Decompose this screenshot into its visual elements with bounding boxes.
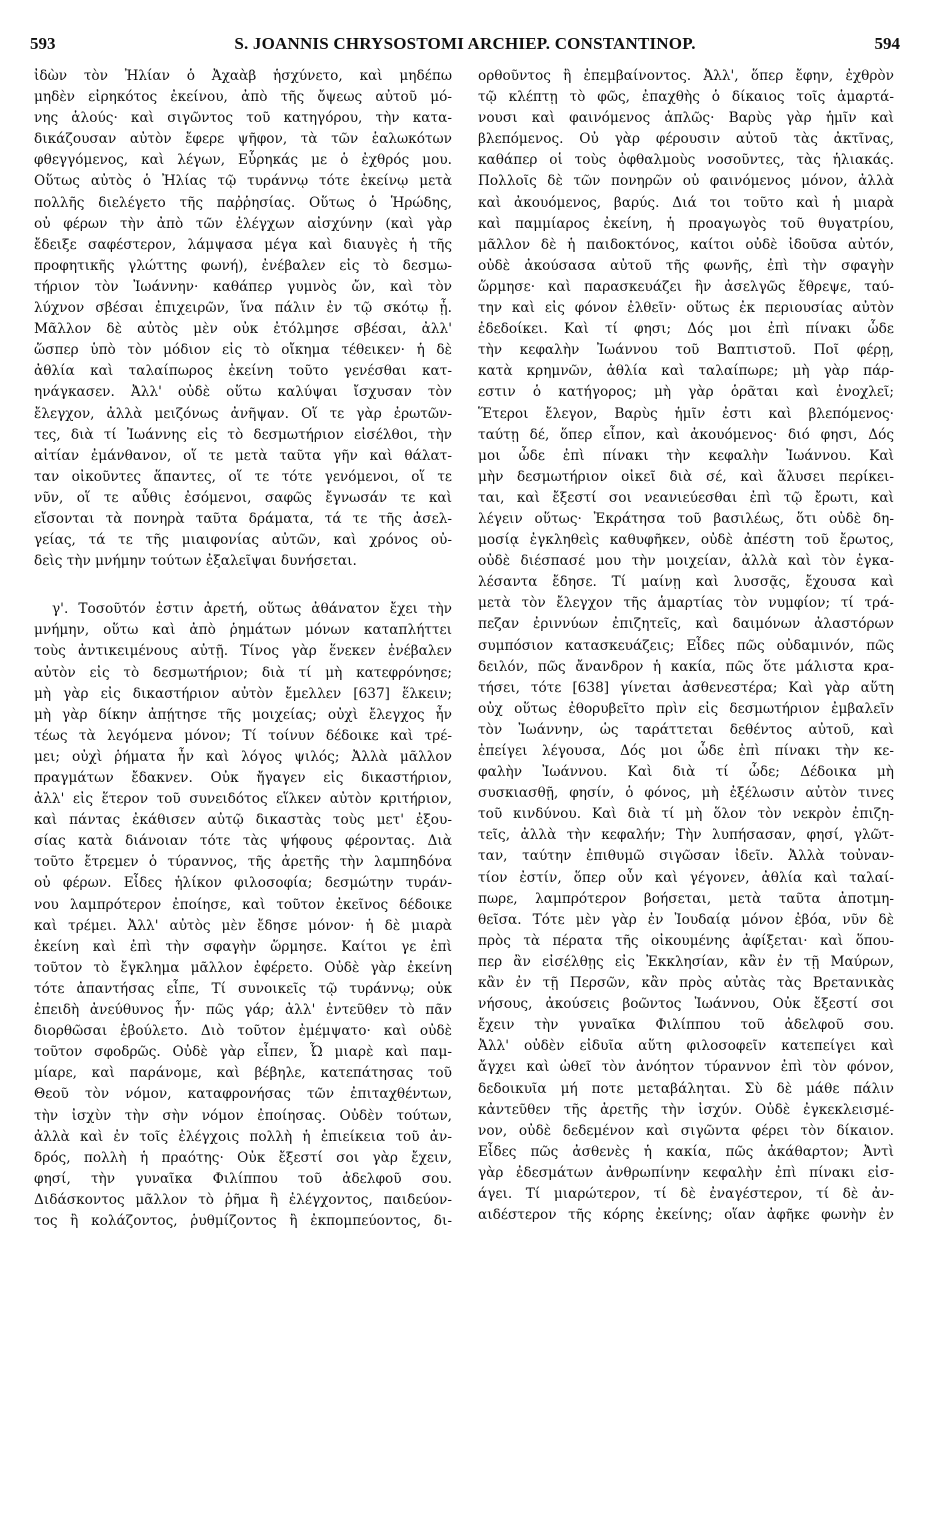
text-line: μίαρε, καὶ παράνομε, καὶ βέβηλε, κατεπάτησας τοῦ [34, 1065, 452, 1082]
text-line: ἀθλία καὶ ταλαίπωρος ἐκείνη τοῦτο γενέσθαι κατ- [34, 363, 452, 380]
page-header [30, 34, 900, 56]
text-line: διορθῶσαι ἐβούλετο. Διὸ τοῦτον ἐμέμψατο· καὶ οὐδὲ [34, 1023, 452, 1040]
text-line: δρός, πολλὴ ἡ πραότης· Οὐκ ἔξεστί σοι γὰρ ἔχειν, [34, 1149, 452, 1166]
text-line: καθάπερ οἱ τοὺς ὀφθαλμοὺς νοσοῦντες, τὰς ἡλιακάς. [478, 152, 894, 169]
text-line: άγει. Τί μιαρώτερον, τί δὲ ἐναγέστερον, τί δὲ ἀν- [478, 1185, 894, 1202]
text-line: Μᾶλλον δὲ αὐτὸς μὲν οὐκ ἐτόλμησε σβέσαι, ἀλλ' [34, 321, 452, 338]
text-line: νης ἁλούς· καὶ σιγῶντος τοῦ κατηγόρου, τὴν κατα- [34, 110, 452, 127]
text-line: κἂν ἐν τῇ Περσῶν, κἂν πρὸς αὐτὰς τὰς Βρετανικὰς [478, 975, 894, 992]
text-line: νουσι καὶ φαινόμενος ἁπλῶς· Βαρὺς γὰρ ἡμῖν καὶ [478, 110, 894, 127]
text-line: μοσίᾳ ἐγκληθεὶς καθυφῆκεν, οὐδὲ ἀπέστη τοῦ ἔρωτος, [478, 532, 894, 549]
paragraph-gap [34, 572, 452, 599]
text-line: πολλῆς διελέγετο τῆς παῤῥησίας. Οὕτως ὁ Ἡρώδης, [34, 194, 452, 211]
text-line: οὐ φέρων τὴν ἀπὸ τῶν ἐλέγχων αἰσχύνην (καὶ γὰρ [34, 215, 452, 232]
text-line: φαλὴν Ἰωάννου. Καὶ διὰ τί ὧδε; Δέδοικα μὴ [478, 764, 894, 781]
text-line: σίας κατὰ διάνοιαν τότε τὰς ψήφους φέροντας. Διὰ [34, 833, 452, 850]
text-line: τεῖς, ἀλλὰ τὴν κεφαλήν; Τὴν λυπήσασαν, φησί, γλῶτ- [478, 827, 894, 844]
text-line: τῷ κλέπτῃ τὸ φῶς, ἐπαχθὴς ὁ δίκαιος τοῖς ἁμαρτά- [478, 89, 894, 106]
right-column [478, 66, 894, 1226]
text-line: νῦν, οἵ τε αὖθις ἐσόμενοι, σαφῶς ἔγνωσάν τε καὶ [34, 489, 452, 506]
text-line: φησί, τὴν γυναῖκα Φιλίππου τοῦ ἀδελφοῦ σου. [34, 1170, 452, 1187]
text-line: οὐχ οὕτως ἐθορυβεῖτο πρὶν εἰς δεσμωτήριον ἐμβαλεῖν [478, 700, 894, 717]
text-line: Διδάσκοντος μᾶλλον τὸ ῥῆμα ἢ ἐλέγχοντος, παιδεύον- [34, 1191, 452, 1208]
text-line: τοῦτον σφοδρῶς. Οὐδὲ γὰρ εἶπεν, Ὦ μιαρὲ καὶ παμ- [34, 1044, 452, 1061]
text-line: τήριον τὸν Ἰωάννην· καθάπερ γυμνὸς ὤν, καὶ τὸν [34, 278, 452, 295]
running-title: S. JOANNIS CHRYSOSTOMI ARCHIEP. CONSTANTINOP. [234, 34, 696, 53]
text-line: τὴν κεφαλὴν Ἰωάννου τοῦ Βαπτιστοῦ. Ποῖ φέρῃ, [478, 342, 894, 359]
text-line: καὶ ἀκουόμενος, βαρύς. Διά τοι τοῦτο καὶ ἡ μιαρὰ [478, 194, 894, 211]
text-line: τοῦ κινδύνου. Καὶ διὰ τί μὴ ὅλον τὸν νεκρὸν ἐπιζη- [478, 806, 894, 823]
text-line: τες, διὰ τί Ἰωάννης εἰς τὸ δεσμωτήριον εἰσέλθοι, τὴν [34, 426, 452, 443]
text-line: μει; οὐχὶ ῥήματα ἦν καὶ λόγος ψιλός; Ἀλλὰ μᾶλλον [34, 748, 452, 765]
text-line: Πολλοῖς δὲ τῶν πονηρῶν οὐ φαινόμενος μόνον, ἀλλὰ [478, 173, 894, 190]
text-line: μηδὲν εἰρηκότος ἐκείνου, ἀπὸ τῆς ὄψεως αὐτοῦ μό- [34, 89, 452, 106]
text-line: ἄγχει καὶ ὠθεῖ τὸν ἀνόητον τύραννον ἐπὶ τὸν φόνον, [478, 1059, 894, 1076]
text-line: καὶ παμμίαρος ἐκείνη, ἡ προαγωγὸς τοῦ θυγατρίου, [478, 215, 894, 232]
text-line: κατὰ κρημνῶν, ἀθλία καὶ ταλαίπωρε; μὴ γὰρ πάρ- [478, 363, 894, 380]
text-line: πρὸς τὰ πέρατα τῆς οἰκουμένης ἀφίξεται· καὶ ὅπου- [478, 932, 894, 949]
text-line: περ ἂν εἰσέλθῃς εἰς Ἐκκλησίαν, κἂν ἐν τῇ Μαύρων, [478, 953, 894, 970]
text-line: γείας, τά τε τῆς μιαιφονίας αὐτῶν, καὶ χρόνος οὐ- [34, 532, 452, 549]
text-line: νου λαμπρότερον ἐποίησε, καὶ τοῦτον ἐκεῖνος δέδοικε [34, 896, 452, 913]
text-line: νον, οὐδὲ δεδεμένον καὶ σιγῶντα φέρει τὸν δίκαιον. [478, 1122, 894, 1139]
text-line: γὰρ ἐδεσμάτων ἀνθρωπίνην κεφαλὴν ἐπὶ πίνακι εἰσ- [478, 1164, 894, 1181]
text-line: ἰδὼν τὸν Ἠλίαν ὁ Ἀχαὰβ ἡσχύνετο, καὶ μηδέπω [34, 68, 452, 84]
left-column [34, 66, 452, 1232]
page-number-right: 594 [874, 34, 900, 53]
text-line: τὸν Ἰωάννην, ὡς ταράττεται δεθέντος αὐτοῦ, καὶ [478, 721, 894, 738]
text-line: δεὶς τὴν μνήμην τούτων ἐξαλεῖψαι δυνήσεται. [34, 553, 357, 570]
text-line: οὐδὲ ἀκούσασα αὐτοῦ τῆς φωνῆς, ἐπὶ τὴν σφαγὴν [478, 257, 894, 274]
text-line: γ'. Τοσοῦτόν ἐστιν ἀρετή, οὕτως ἀθάνατον ἔχει τὴν [52, 601, 452, 618]
text-line: Ἕτεροι ἔλεγον, Βαρὺς ἡμῖν ἐστι καὶ βλεπόμενος· [478, 405, 894, 422]
text-line: Οὕτως αὐτὸς ὁ Ἠλίας τῷ τυράννῳ τότε ἐκείνῳ μετὰ [34, 173, 452, 190]
text-line: τοὺς ἀντικειμένους αὐτῇ. Τίνος γὰρ ἕνεκεν ἐνέβαλεν [34, 643, 452, 660]
text-line: λέγειν οὕτως· Ἐκράτησα τοῦ βασιλέως, ὅτι οὐδὲ δη- [478, 510, 894, 527]
text-line: Ἀλλ' οὐδὲν εἰδυῖα αὕτη φιλοσοφεῖν κατεπείγει καὶ [478, 1038, 894, 1055]
text-line: συσκιασθῇ, φησίν, ὁ φόνος, μὴ ἐξέλωσιν αὐτὸν τινες [478, 785, 894, 802]
text-line: μετὰ τὸν ἔλεγχον τῆς ἁμαρτίας τὸν νυμφίον; τί τρά- [478, 595, 894, 612]
text-line: ορθοῦντος ἢ ἐπεμβαίνοντος. Ἀλλ', ὅπερ ἔφην, ἐχθρὸν [478, 68, 894, 84]
text-line: τέως τὰ λεγόμενα μόνον; Τί τοίνυν δέδοικε καὶ τρέ- [34, 727, 452, 744]
text-line: την καὶ εἰς φόνον ἐλθεῖν· οὕτως ἐκ περιουσίας αὐτὸν [478, 300, 894, 317]
text-line: ται, καὶ ἔξεστί σοι νεανιεύεσθαι ἐπὶ τῷ ἔρωτι, καὶ [478, 489, 894, 506]
text-line: βλεπόμενος. Οὐ γὰρ φέρουσιν αὐτοῦ τὰς ἀκτῖνας, [478, 131, 894, 148]
text-line: ἔχειν τὴν γυναῖκα Φιλίππου τοῦ ἀδελφοῦ σου. [478, 1017, 894, 1034]
text-line: τήσει, τότε [638] γίνεται ἀσθενεστέρα; Καὶ γὰρ αὕτη [478, 679, 894, 696]
text-line: θεῖσα. Τότε μὲν γὰρ ἐν Ἰουδαίᾳ μόνον ἐβόα, νῦν δὲ [478, 911, 894, 928]
text-line: οὐδὲ διέσπασέ μου τὴν μοιχείαν, ἀλλὰ καὶ τὸν ἐγκα- [478, 553, 894, 570]
text-line: ἔλεγχον, ἀλλὰ μειζόνως ἀνῆψαν. Οἵ τε γὰρ ἐρωτῶν- [34, 405, 452, 422]
text-line: Θεοῦ τὸν νόμον, καταφρονήσας τῶν ἐπιταχθέντων, [34, 1086, 452, 1103]
text-line: εστιν ὁ κατήγορος; μὴ γὰρ ὁρᾶται καὶ ἐνοχλεῖ; [478, 384, 894, 401]
text-line: ἐδεδοίκει. Καὶ τί φησι; Δός μοι ἐπὶ πίνακι ὧδε [478, 321, 894, 338]
text-line: ταν, ταύτην ἐπιθυμῶ σιγῶσαν ἰδεῖν. Ἀλλὰ τοὐναν- [478, 848, 894, 865]
text-line: λύχνον σβέσαι ἐπιχειρῶν, ἵνα πάλιν ἐν τῷ σκότῳ ᾖ. [34, 300, 452, 317]
text-line: αιδέστερον τῆς κόρης ἐκείνης; οἵαν ἀφῆκε φωνὴν ἐν [478, 1207, 894, 1224]
text-line: μὴ γὰρ εἰς δικαστήριον αὐτὸν ἔμελλεν [637] ἕλκειν; [34, 685, 452, 702]
text-line: μὴν δεσμωτήριον οἰκεῖ διὰ σέ, καὶ ἅλυσει περίκει- [478, 468, 894, 485]
text-line: προφητικῆς γλώττης φωνή), ἐνέβαλεν εἰς τὸ δεσμω- [34, 257, 452, 274]
text-line: πεζαν ἐριννύων ἐπιζητεῖς, καὶ δαιμόνων ἀλαστόρων [478, 616, 894, 633]
text-line: ὥσπερ ὑπὸ τὸν μόδιον εἰς τὸ οἴκημα τέθεικεν· ἡ δὲ [34, 342, 452, 359]
text-line: ἀλλὰ καὶ ἐν τοῖς ἐλέγχοις πολλὴ ἡ ἐπιείκεια τοῦ ἀν- [34, 1128, 452, 1145]
text-line: τοῦτον τὸ ἔγκλημα μᾶλλον ἐφέρετο. Οὐδὲ γὰρ ἐκείνη [34, 959, 452, 976]
text-line: μνήμην, οὕτω καὶ ἀπὸ ῥημάτων μόνων καταπλήττει [34, 622, 452, 639]
text-line: καὶ τρέμει. Ἀλλ' αὐτὸς μὲν ἔδησε μόνον· ἡ δὲ μιαρὰ [34, 917, 452, 934]
text-line: αἰτίαν ἐμάνθανον, οἵ τε μετὰ ταῦτα γῆν καὶ θάλατ- [34, 447, 452, 464]
text-line: μὴ γὰρ δίκην ἀπῄτησε τῆς μοιχείας; οὐχὶ ἔλεγχος ἦν [34, 706, 452, 723]
text-line: λέσαντα ἔδησε. Τί μαίνῃ καὶ λυσσᾷς, ἔχουσα καὶ [478, 574, 894, 591]
text-line: δεδοικυῖα μή ποτε μεταβάληται. Σὺ δὲ μάθε πάλιν [478, 1080, 894, 1097]
text-line: τότε ἀπαντήσας εἶπε, Τί συνοικεῖς τῷ τυράννῳ; οὐκ [34, 980, 452, 997]
text-line: δειλόν, πῶς ἄνανδρον ἡ κακία, πῶς ὅτε μάλιστα κρα- [478, 658, 894, 675]
text-line: δικάζουσαν αὐτὸν ἔφερε ψῆφον, τὰ τῶν ἑαλωκότων [34, 131, 452, 148]
text-line: καὶ πάντας ἐκάθισεν αὐτῷ δικαστὰς τοὺς μετ' ἐξου- [34, 812, 452, 829]
text-line: αὐτὸν εἰς τὸ δεσμωτήριον; διὰ τί μὴ κατεφρόνησε; [34, 664, 452, 681]
text-line: οὐ φέρων. Εἶδες ἡλίκον φιλοσοφία; δεσμώτην τυράν- [34, 875, 452, 892]
text-line: ἀλλ' εἰς ἕτερον τοῦ συνειδότος εἵλκεν αὐτὸν κριτήριον, [34, 791, 452, 808]
text-line: ηνάγκασεν. Ἀλλ' οὐδὲ οὕτω καλύψαι ἴσχυσαν τὸν [34, 384, 452, 401]
text-line: πωρε, λαμπρότερον βοήσεται, μετὰ ταῦτα ἀποτμη- [478, 890, 894, 907]
text-line: τίον ἐστίν, ὅπερ οὖν καὶ γέγονεν, ἀθλία καὶ ταλαί- [478, 869, 894, 886]
text-line: κἀντεῦθεν τῆς ἀρετῆς τὴν ἰσχύν. Οὐδὲ ἐγκεκλεισμέ- [478, 1101, 894, 1118]
text-line: τοῦτο ἔτρεμεν ὁ τύραννος, τῆς ἀρετῆς τὴν λαμπηδόνα [34, 854, 452, 871]
text-line: ταν οἰκοῦντες ἅπαντες, οἵ τε τότε γενόμενοι, οἵ τε [34, 468, 452, 485]
text-line: πραγμάτων ἔδακνεν. Οὐκ ἤγαγεν εἰς δικαστήριον, [34, 770, 452, 786]
text-line: εἴσονται τὰ πονηρὰ ταῦτα δράματα, τά τε τῆς ἀσελ- [34, 510, 452, 527]
text-line: νήσους, ἀκούσεις βοῶντος Ἰωάννου, Οὐκ ἔξεστί σοι [478, 996, 894, 1013]
text-line: ὥρμησε· καὶ παρασκευάζει ἣν ἀσελγῶς ἔθρεψε, ταύ- [478, 278, 894, 295]
text-line: ἐπειδὴ ἀνεύθυνος ἦν· πῶς γάρ; ἀλλ' ἐντεῦθεν τὸ πᾶν [34, 1002, 452, 1019]
text-line: τὴν ἰσχὺν τὴν σὴν νόμον ἐποίησας. Οὐδὲν τούτων, [34, 1107, 452, 1124]
text-line: τος ἢ κολάζοντος, ῥυθμίζοντος ἢ ἐκπομπεύοντος, δι- [34, 1212, 452, 1229]
text-line: συμπόσιον κατασκευάζεις; Εἶδες πῶς οὐδαμινόν, πῶς [478, 637, 894, 654]
text-line: ἔδειξε σαφέστερον, λάμψασα μέγα καὶ διαυγὲς ἡ τῆς [34, 236, 452, 253]
page-number-left: 593 [30, 34, 56, 53]
text-line: φθεγγόμενος, καὶ λέγων, Εὗρηκάς με ὁ ἐχθρός μου. [34, 152, 452, 169]
text-line: μοι ὧδε ἐπὶ πίνακι τὴν κεφαλὴν Ἰωάννου. Καὶ [478, 447, 894, 464]
text-line: Εἶδες πῶς ἀσθενὲς ἡ κακία, πῶς ἀκάθαρτον; Ἀντὶ [478, 1143, 894, 1160]
text-line: ἐπείγει λέγουσα, Δός μοι ὧδε ἐπὶ πίνακι τὴν κε- [478, 743, 894, 759]
text-line: ἐκείνη καὶ ἐπὶ τὴν σφαγὴν ὥρμησε. Καίτοι γε ἐπὶ [34, 938, 452, 955]
text-line: μᾶλλον δὲ ἡ παιδοκτόνος, καίτοι οὐδὲ ἰδοῦσα αὐτόν, [478, 236, 894, 253]
text-line: ταύτῃ δέ, ὅπερ εἶπον, καὶ ἀκουόμενος· διό φησι, Δός [478, 426, 894, 443]
